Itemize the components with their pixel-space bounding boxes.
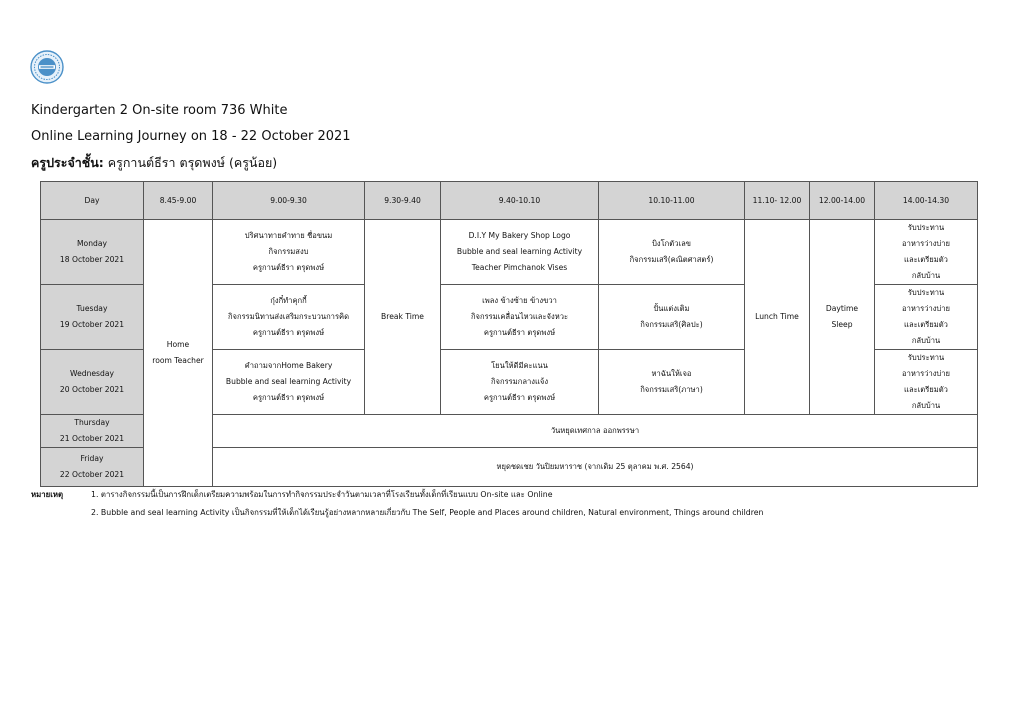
day-cell: Wednesday 20 October 2021 <box>41 350 144 415</box>
day-cell: Friday 22 October 2021 <box>41 448 144 487</box>
closing-cell: รับประทาน อาหารว่างบ่าย และเตรียมตัว กลับบ้าน <box>875 220 978 285</box>
lunch-cell: Lunch Time <box>745 220 810 415</box>
activity-cell: D.I.Y My Bakery Shop Logo Bubble and seal learning Activity Teacher Pimchanok Vises <box>441 220 599 285</box>
teacher-name: ครูกานต์ธีรา ตรุดพงษ์ (ครูน้อย) <box>103 155 278 170</box>
sleep-cell: Daytime Sleep <box>810 220 875 415</box>
activity-cell: บิงโกตัวเลข กิจกรรมเสริ(คณิตศาสตร์) <box>599 220 745 285</box>
note-item: 1. ตารางกิจกรรมนี้เป็นการฝึกเด็กเตรียมความพร้อมในการทำกิจกรรมประจำวันตามเวลาที่โรงเรียนทั้งเด็กที่เรียนแบบ On-site และ Online <box>91 490 553 499</box>
activity-cell: โยนให้ดีมีคะแนน กิจกรรมกลางแจ้ง ครูกานต์ธีรา ตรุดพงษ์ <box>441 350 599 415</box>
col-header-time: 10.10-11.00 <box>599 182 745 220</box>
col-header-time: 9.30-9.40 <box>365 182 441 220</box>
teacher-line <box>31 153 277 173</box>
col-header-time: 9.40-10.10 <box>441 182 599 220</box>
table-header-row <box>41 182 978 220</box>
holiday-cell: หยุดชดเชย วันปิยมหาราช (จากเดิม 25 ตุลาคม พ.ศ. 2564) <box>213 448 978 487</box>
activity-cell: หาฉันให้เจอ กิจกรรมเสริ(ภาษา) <box>599 350 745 415</box>
holiday-cell: วันหยุดเทศกาล ออกพรรษา <box>213 415 978 448</box>
activity-cell: เพลง ข้างซ้าย ข้างขวา กิจกรรมเคลื่อนไหวและจังหวะ ครูกานต์ธีรา ตรุดพงษ์ <box>441 285 599 350</box>
notes-label: หมายเหตุ <box>31 490 64 499</box>
col-header-time: 12.00-14.00 <box>810 182 875 220</box>
activity-cell: ปั้นแต่งเติม กิจกรรมเสริ(ศิลปะ) <box>599 285 745 350</box>
day-cell: Thursday 21 October 2021 <box>41 415 144 448</box>
activity-cell: ปริศนาทายคำทาย ชื่อขนม กิจกรรมสงบ ครูกานต์ธีรา ตรุดพงษ์ <box>213 220 365 285</box>
col-header-time: 9.00-9.30 <box>213 182 365 220</box>
schedule-table <box>40 181 978 487</box>
break-cell: Break Time <box>365 220 441 415</box>
closing-cell: รับประทาน อาหารว่างบ่าย และเตรียมตัว กลับบ้าน <box>875 350 978 415</box>
day-cell: Monday 18 October 2021 <box>41 220 144 285</box>
note-item: 2. Bubble and seal learning Activity เป็นกิจกรรมที่ให้เด็กได้เรียนรู้อย่างหลากหลายเกี่ยวกับ The Self, People and Places around children, Natural environment, Things around children <box>91 508 764 517</box>
col-header-time: 8.45-9.00 <box>144 182 213 220</box>
homeroom-cell: Home room Teacher <box>144 220 213 487</box>
day-cell: Tuesday 19 October 2021 <box>41 285 144 350</box>
col-header-day: Day <box>41 182 144 220</box>
activity-cell: กุ๋งกี๋ทำคุกกี้ กิจกรรมนิทานส่งเสริมกระบวนการคิด ครูกานต์ธีรา ตรุดพงษ์ <box>213 285 365 350</box>
class-title: Kindergarten 2 On-site room 736 White <box>31 103 288 118</box>
col-header-time: 11.10- 12.00 <box>745 182 810 220</box>
school-seal-icon <box>30 50 64 84</box>
col-header-time: 14.00-14.30 <box>875 182 978 220</box>
journey-title: Online Learning Journey on 18 - 22 October 2021 <box>31 129 351 144</box>
teacher-label: ครูประจำชั้น: <box>31 155 104 170</box>
closing-cell: รับประทาน อาหารว่างบ่าย และเตรียมตัว กลับบ้าน <box>875 285 978 350</box>
activity-cell: คำถามจากHome Bakery Bubble and seal learning Activity ครูกานต์ธีรา ตรุดพงษ์ <box>213 350 365 415</box>
table-row <box>41 220 978 285</box>
